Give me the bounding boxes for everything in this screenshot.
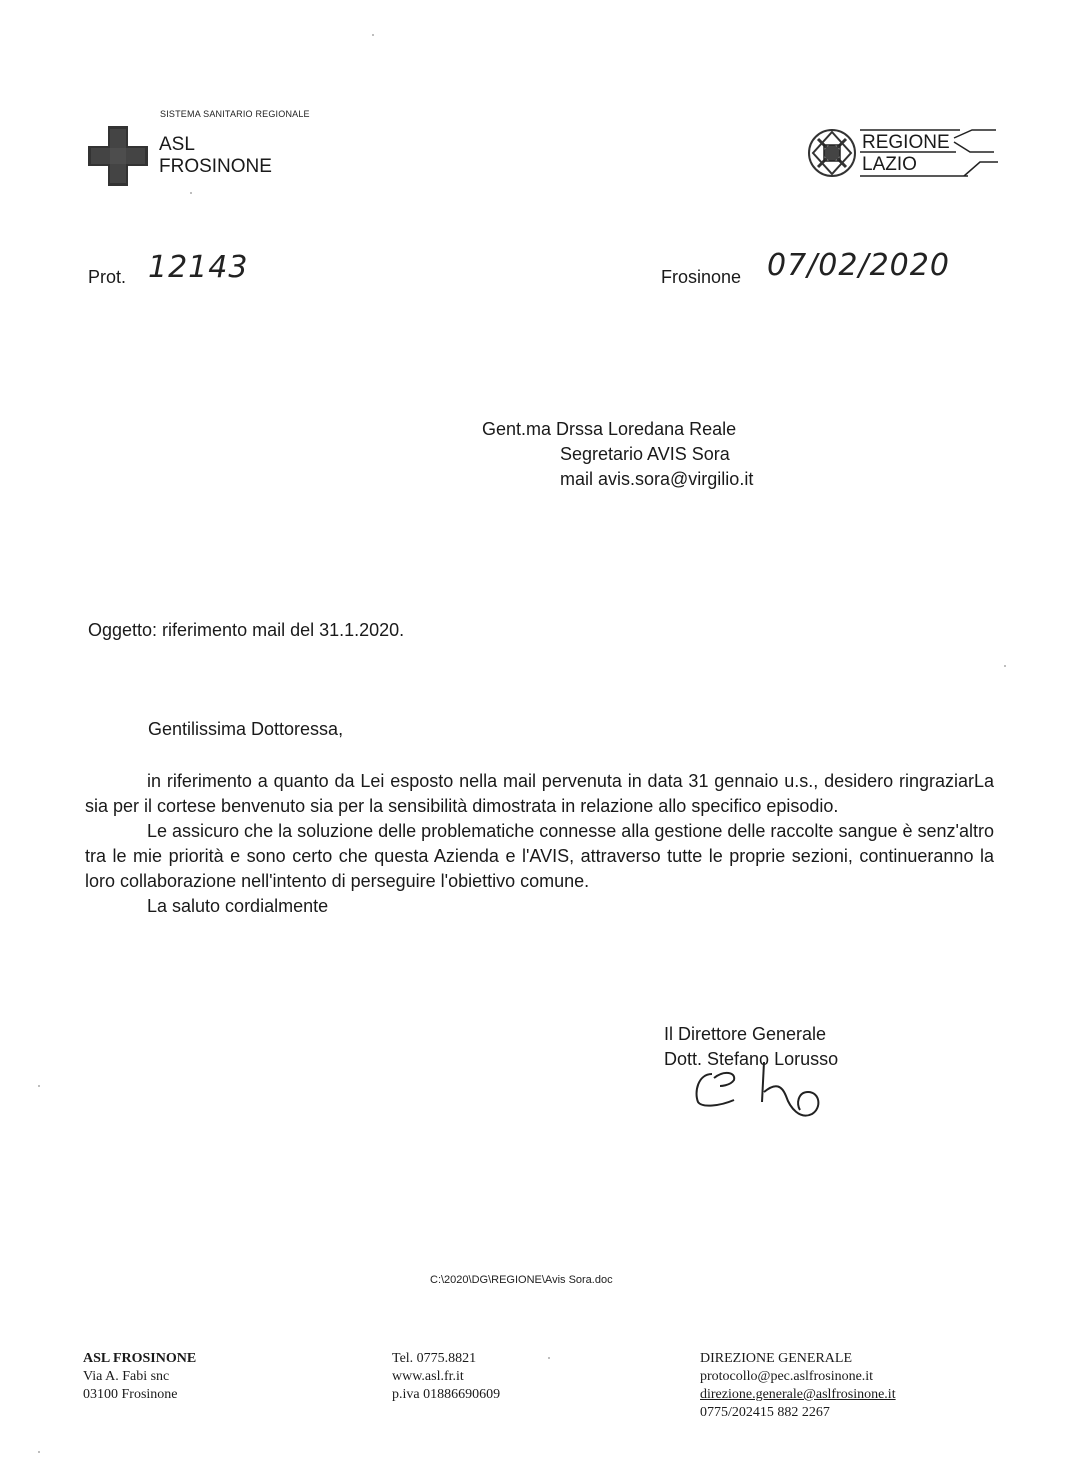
- body-paragraph-2: Le assicuro che la soluzione delle problematiche connesse alla gestione delle raccolte sangue è senz'altro tra le mie priorità e sono certo che questa Azienda e l'AVIS, attraverso tutte le proprie sezioni, continueranno la loro collaborazione nell'intento di perseguire l'obiettivo comune.: [85, 821, 994, 891]
- regione-lazio-emblem-icon: [806, 127, 858, 179]
- footer-contacts: [392, 1350, 500, 1404]
- footer-email: direzione.generale@aslfrosinone.it: [700, 1387, 896, 1402]
- asl-line2: FROSINONE: [159, 156, 272, 177]
- scan-speck: [1004, 665, 1006, 667]
- signatory-name: Dott. Stefano Lorusso: [664, 1049, 839, 1069]
- region-name: [862, 132, 950, 176]
- footer-dept: DIREZIONE GENERALE: [700, 1351, 853, 1366]
- scan-speck: [38, 1085, 40, 1087]
- footer-website: www.asl.fr.it: [392, 1369, 464, 1384]
- protocol-number: 12143: [148, 250, 249, 285]
- asl-name: [159, 134, 272, 178]
- footer-direction: [700, 1350, 896, 1422]
- scan-speck: [190, 192, 192, 194]
- footer-org-name: ASL FROSINONE: [83, 1351, 197, 1366]
- region-line2: LAZIO: [862, 154, 917, 175]
- signatory-role: Il Direttore Generale: [664, 1024, 827, 1044]
- file-path: C:\2020\DG\REGIONE\Avis Sora.doc: [430, 1274, 613, 1286]
- subject-line: Oggetto: riferimento mail del 31.1.2020.: [88, 620, 405, 640]
- system-label: SISTEMA SANITARIO REGIONALE: [160, 109, 310, 119]
- footer-street: Via A. Fabi snc: [83, 1369, 170, 1384]
- recipient-line3: mail avis.sora@virgilio.it: [560, 469, 754, 489]
- scan-speck: [548, 1357, 550, 1359]
- handwritten-signature-icon: [690, 1052, 830, 1127]
- region-line1: REGIONE: [862, 132, 950, 153]
- recipient-line1: Gent.ma Drssa Loredana Reale: [482, 419, 737, 439]
- body-paragraph-1: in riferimento a quanto da Lei esposto nella mail pervenuta in data 31 gennaio u.s., desidero ringraziarLa sia per il cortese benvenuto sia per la sensibilità dimostrata in relazione allo specifico episodio.: [85, 771, 994, 816]
- asl-cross-icon: [88, 126, 148, 186]
- asl-line1: ASL: [159, 134, 195, 155]
- footer-tel: Tel. 0775.8821: [392, 1351, 477, 1366]
- footer-pec: protocollo@pec.aslfrosinone.it: [700, 1369, 874, 1384]
- footer-phones: 0775/202415 882 2267: [700, 1405, 830, 1420]
- scan-speck: [38, 1451, 40, 1453]
- footer-address: [83, 1350, 196, 1404]
- date-value: 07/02/2020: [767, 248, 950, 283]
- scan-speck: [372, 34, 374, 36]
- salutation: Gentilissima Dottoressa,: [148, 719, 344, 739]
- recipient-line2: Segretario AVIS Sora: [560, 444, 730, 464]
- body-closing: La saluto cordialmente: [147, 896, 329, 916]
- footer-vat: p.iva 01886690609: [392, 1387, 501, 1402]
- date-place: Frosinone: [661, 267, 742, 287]
- footer-city: 03100 Frosinone: [83, 1387, 178, 1402]
- protocol-label: Prot.: [88, 267, 127, 287]
- letter-body: [85, 769, 994, 919]
